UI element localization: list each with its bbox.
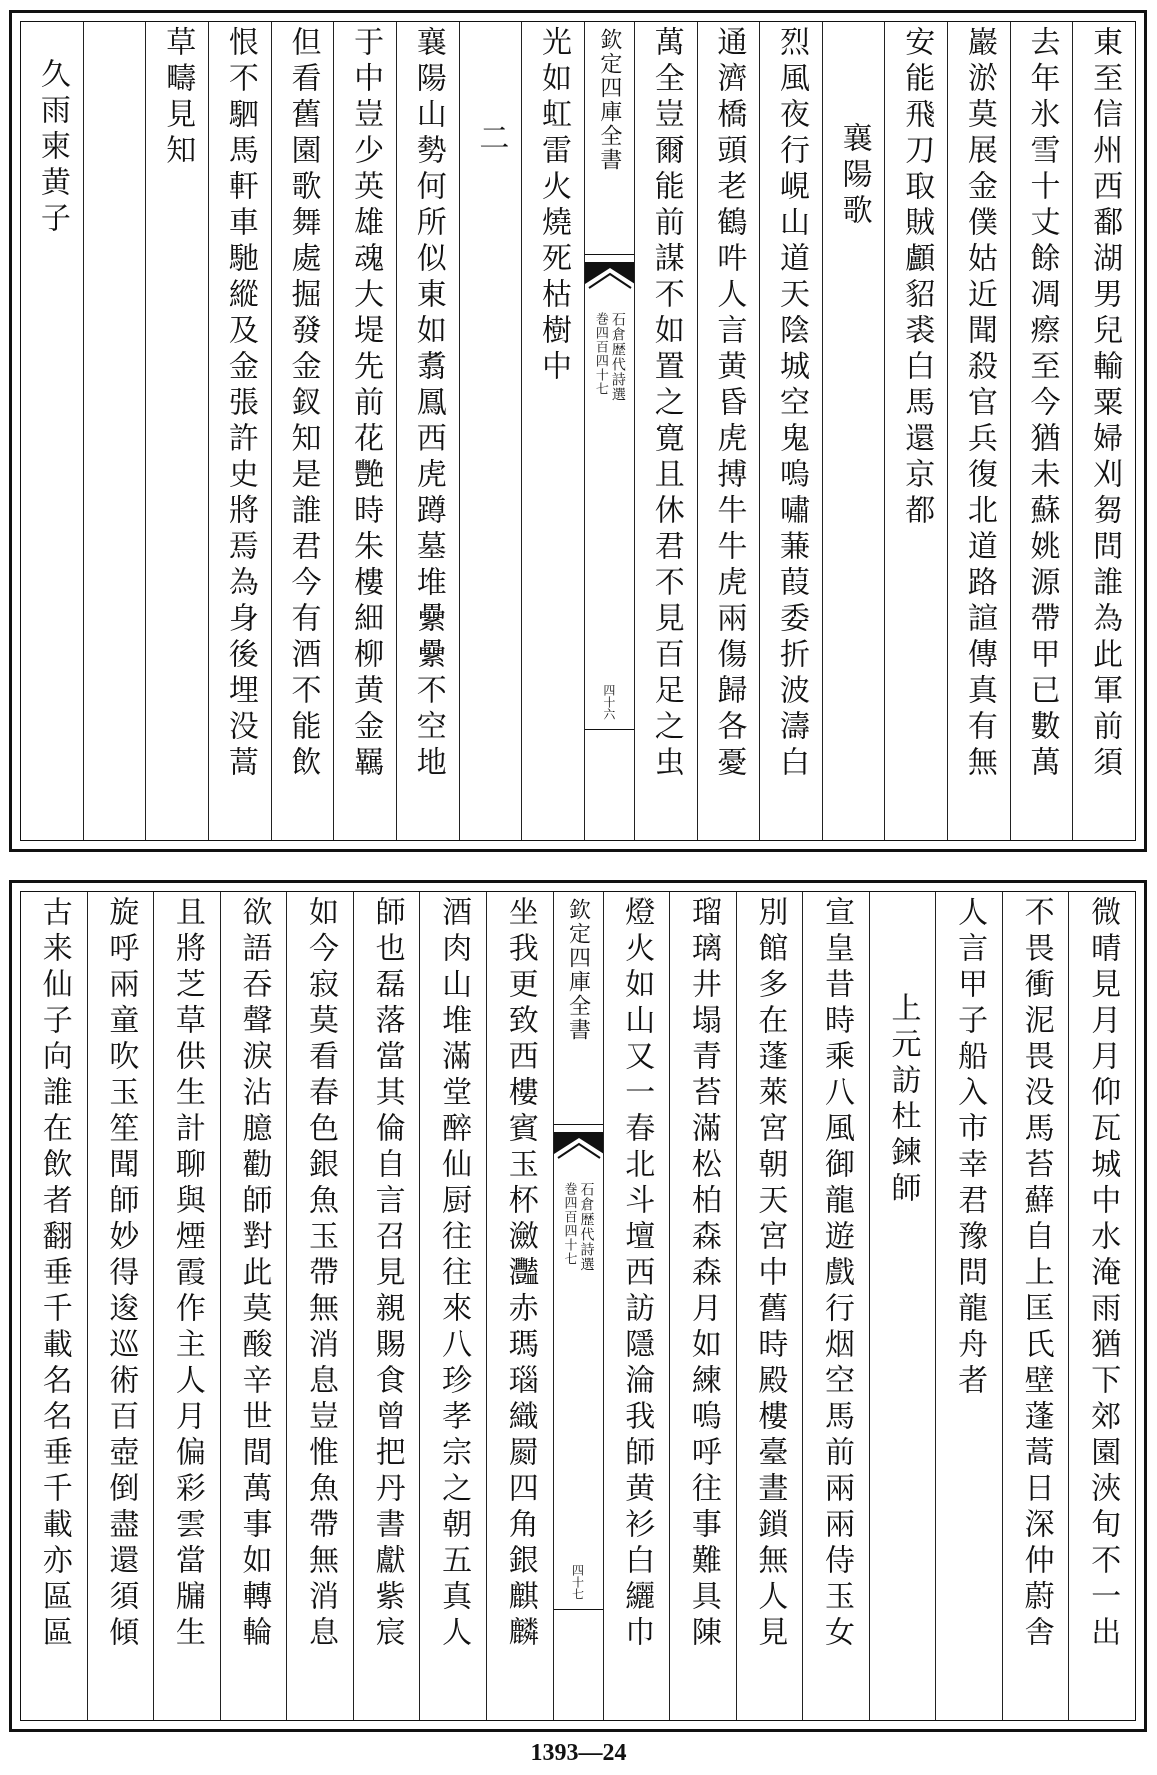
text-column (1068, 892, 1135, 1720)
text-column (396, 22, 459, 840)
column-text: 且將芝草供生計聊與煙霞作主人月偏彩雲當牖生 (169, 896, 205, 1652)
poem-title: 襄陽歌 (836, 122, 872, 230)
anthology-title: 石倉歴代詩選 (578, 1182, 595, 1272)
leaf-number: 四十六 (601, 684, 616, 720)
column-text: 久雨柬黄子 (34, 58, 70, 238)
text-column (947, 22, 1010, 840)
divider (585, 729, 634, 730)
column-text: 人言甲子船入市幸君豫問龍舟者 (952, 896, 988, 1400)
page-frame (20, 891, 1136, 1721)
column-text: 但看舊園歌舞處掘發金釵知是誰君今有酒不能飲 (285, 26, 321, 782)
poem-title: 上元訪杜鍊師 (885, 992, 921, 1208)
text-column (869, 892, 936, 1720)
fishtail-mark-icon (554, 1132, 603, 1172)
column-text: 師也磊落當其倫自言召見親賜食曾把丹書獻紫宸 (369, 896, 405, 1652)
divider (585, 254, 634, 255)
text-column (286, 892, 353, 1720)
column-text: 不畏衝泥畏没馬苔蘚自上匡氏壁蓬蒿日深仲蔚舎 (1018, 896, 1054, 1652)
column-text: 別館多在蓬萊宮朝天宮中舊時殿樓臺晝鎖無人見 (752, 896, 788, 1652)
text-column (634, 22, 697, 840)
page-top (9, 10, 1147, 852)
text-column (459, 22, 522, 840)
text-column (1072, 22, 1135, 840)
center-fold-column (584, 22, 634, 840)
column-text: 如今寂莫看春色銀魚玉帶無消息豈惟魚帶無消息 (303, 896, 339, 1652)
text-column (145, 22, 208, 840)
column-text: 燈火如山又一春北斗壇西訪隱淪我師黄衫白纚巾 (619, 896, 655, 1652)
text-column (697, 22, 760, 840)
column-text: 于中豈少英雄魂大堤先前花艷時朱樓細柳黄金羈 (348, 26, 384, 782)
leaf-number: 四十七 (570, 1564, 585, 1600)
column-text: 恨不駟馬軒車馳縱及金張許史將焉為身後埋没蒿 (222, 26, 258, 782)
text-column (759, 22, 822, 840)
column-text: 古来仙子向誰在飲者翻垂千載名名垂千載亦區區 (36, 896, 72, 1652)
column-text: 襄陽山勢何所似東如翥鳳西虎蹲墓堆纍纍不空地 (410, 26, 446, 782)
text-column (21, 892, 87, 1720)
text-column (87, 892, 154, 1720)
text-column (83, 22, 146, 840)
column-text: 通濟橋頭老鶴吽人言黄昏虎搏牛牛虎兩傷歸各憂 (711, 26, 747, 782)
text-column (1010, 22, 1073, 840)
text-column (271, 22, 334, 840)
column-text: 烈風夜行峴山道天陰城空鬼嗚嘯蒹葭委折波濤白 (773, 26, 809, 782)
divider (554, 1609, 603, 1610)
text-column (802, 892, 869, 1720)
column-text: 光如虹雷火燒死枯樹中 (536, 26, 572, 386)
text-column (521, 22, 584, 840)
text-column (884, 22, 947, 840)
column-text: 欲語吞聲淚沾臆勸師對此莫酸辛世間萬事如轉輪 (236, 896, 272, 1652)
text-column (603, 892, 670, 1720)
text-column (486, 892, 553, 1720)
column-text: 坐我更致西樓賓玉杯瀲灩赤瑪瑙織罽四角銀麒麟 (502, 896, 538, 1652)
column-text: 微晴見月月仰瓦城中水淹雨猶下郊園浹旬不一出 (1085, 896, 1121, 1652)
page-bottom (9, 880, 1147, 1732)
page-number-footer: 1393—24 (530, 1740, 627, 1766)
fishtail-mark-icon (585, 262, 634, 302)
center-fold-column (553, 892, 603, 1720)
volume-label: 巻四百四十七 (561, 1182, 577, 1266)
anthology-title: 石倉歴代詩選 (609, 312, 626, 402)
text-column (669, 892, 736, 1720)
column-text: 瑠璃井塌青苔滿松柏森森月如練嗚呼往事難具陳 (685, 896, 721, 1652)
column-text: 宣皇昔時乘八風御龍遊戲行烟空馬前兩兩侍玉女 (818, 896, 854, 1652)
divider (554, 1124, 603, 1125)
text-column (935, 892, 1002, 1720)
book-title: 欽定四庫全書 (565, 898, 591, 1042)
text-column (153, 892, 220, 1720)
column-text: 巖淤莫展金僕姑近聞殺官兵復北道路諠傳真有無 (961, 26, 997, 782)
book-title: 欽定四庫全書 (596, 28, 622, 172)
column-text: 旋呼兩童吹玉笙聞師妙得逡巡術百壺倒盡還須傾 (103, 896, 139, 1652)
text-column (736, 892, 803, 1720)
column-text: 去年氷雪十丈餘凋瘵至今猶未蘇姚源帶甲已數萬 (1024, 26, 1060, 782)
text-column (353, 892, 420, 1720)
text-column (208, 22, 271, 840)
column-text: 草疇見知 (160, 26, 196, 170)
column-text: 萬全豈爾能前謀不如置之寛且休君不見百足之虫 (648, 26, 684, 782)
text-column (220, 892, 287, 1720)
poem-title: 二 (473, 122, 509, 158)
page-frame (20, 21, 1136, 841)
text-columns (21, 22, 1135, 840)
text-column (1002, 892, 1069, 1720)
text-column (419, 892, 486, 1720)
text-column (822, 22, 885, 840)
text-columns (21, 892, 1135, 1720)
column-text: 酒肉山堆滿堂醉仙厨往往來八珍孝宗之朝五真人 (436, 896, 472, 1652)
column-text: 東至信州西鄱湖男兒輸粟婦刈芻問誰為此軍前須 (1087, 26, 1123, 782)
text-column (333, 22, 396, 840)
text-column (21, 22, 83, 840)
column-text: 安能飛刀取賊顱貂裘白馬還京都 (899, 26, 935, 530)
volume-label: 巻四百四十七 (592, 312, 608, 396)
